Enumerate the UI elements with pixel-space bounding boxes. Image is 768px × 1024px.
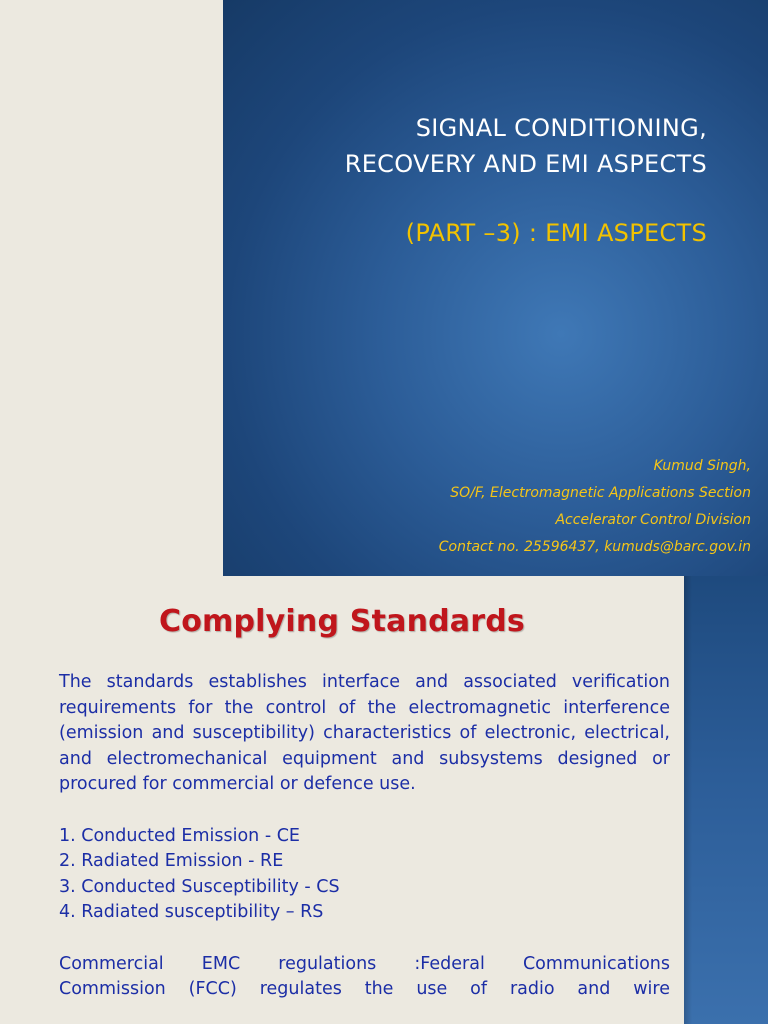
title-slide <box>223 0 768 576</box>
commercial-line-2: Commission (FCC) regulates the use of radio and wire <box>59 979 670 1000</box>
list-item: 2. Radiated Emission - RE <box>59 851 284 872</box>
emission-list <box>59 824 670 926</box>
title-line-1: SIGNAL CONDITIONING, <box>415 114 707 142</box>
author-name: Kumud Singh, <box>653 458 751 474</box>
slide2-body <box>59 670 670 1003</box>
list-item: 1. Conducted Emission - CE <box>59 825 300 846</box>
author-division: Accelerator Control Division <box>555 512 751 528</box>
standards-paragraph: The standards establishes interface and associated verification requirements for the control of the electromagnetic interference (emission and susceptibility) characteristics of electronic, electrical, and electromechanical equipment and subsystems designed or procured for commercial or defence use. <box>59 672 670 795</box>
slide-subtitle: (PART –3) : EMI ASPECTS <box>405 219 707 247</box>
slide2-heading: Complying Standards <box>159 604 525 639</box>
list-item: 3. Conducted Susceptibility - CS <box>59 876 340 897</box>
author-contact: Contact no. 25596437, kumuds@barc.gov.in <box>438 539 751 555</box>
slide-title <box>345 110 707 182</box>
author-designation: SO/F, Electromagnetic Applications Section <box>450 485 751 501</box>
title-line-2: RECOVERY AND EMI ASPECTS <box>344 150 707 178</box>
commercial-line-1: Commercial EMC regulations :Federal Communications <box>59 953 670 974</box>
slide2-decorative-edge <box>684 576 768 1024</box>
list-item: 4. Radiated susceptibility – RS <box>59 902 324 923</box>
author-block <box>439 453 751 561</box>
